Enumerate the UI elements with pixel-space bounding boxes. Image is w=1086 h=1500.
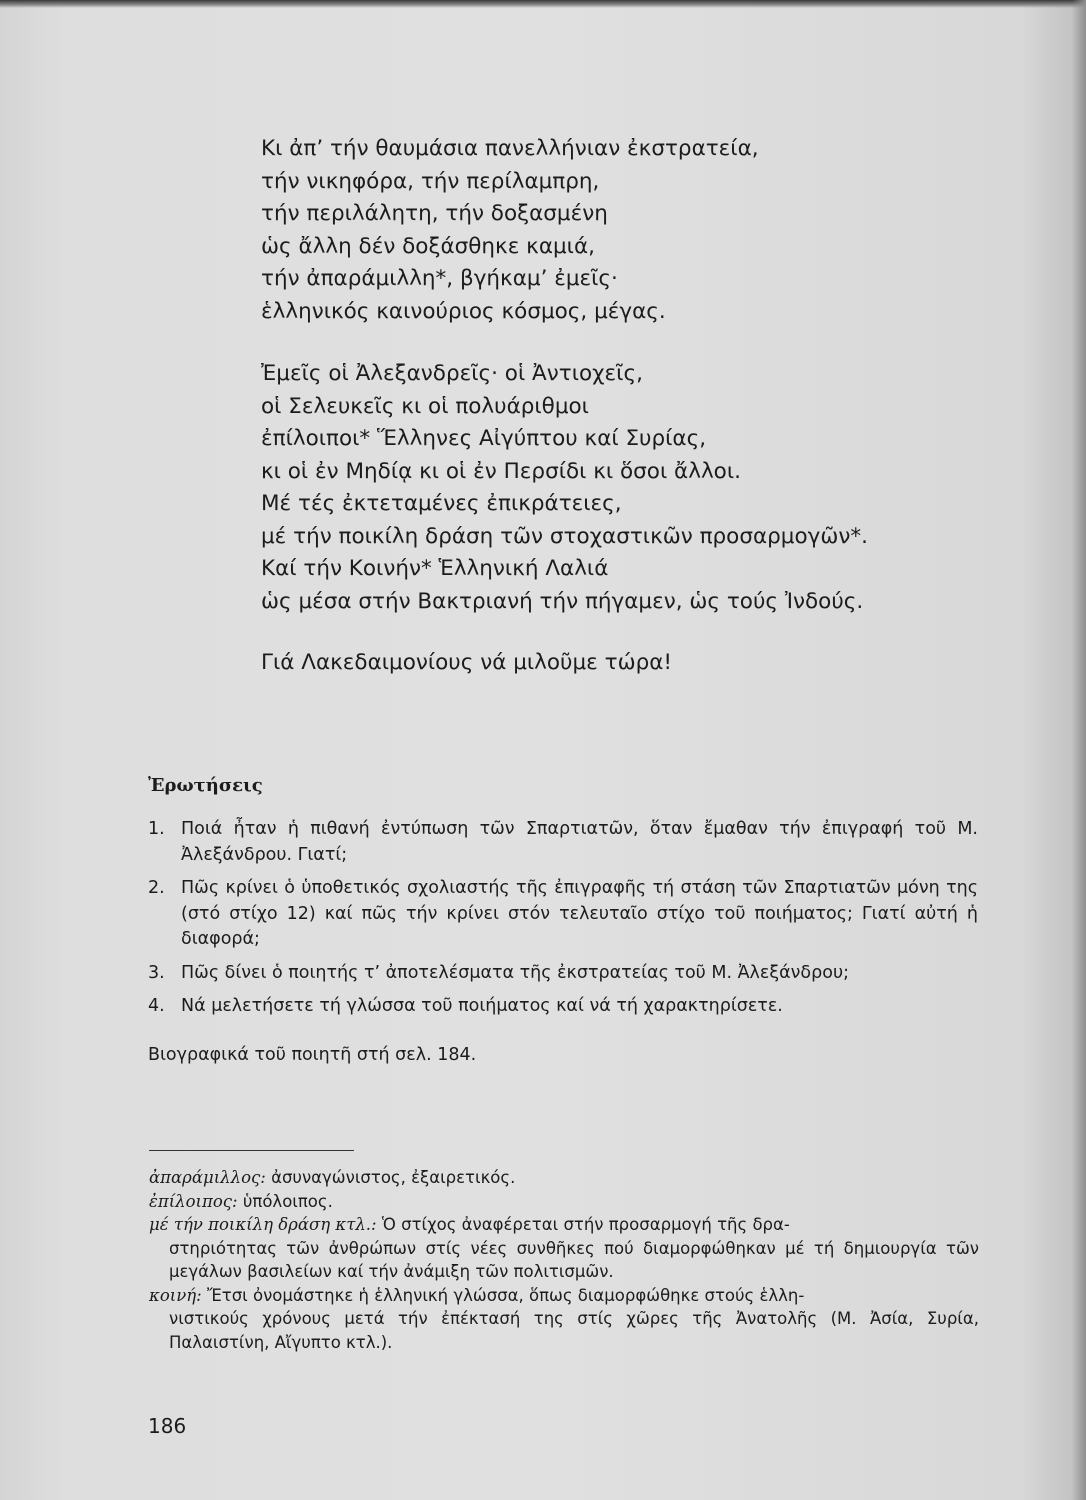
poem-line: ὡς ἄλλη δέν δοξάσθηκε καμιά, [261,233,595,259]
poem-line: μέ τήν ποικίλη δράση τῶν στοχαστικῶν προσαρμογῶν*. [261,523,868,549]
questions-heading: Ἐρωτήσεις [148,775,263,796]
poem-line: τήν ἀπαράμιλλη*, βγήκαμ’ ἐμεῖς· [261,266,618,291]
footnote-continuation: στηριότητας τῶν ἀνθρώπων στίς νέες συνθῆκες πού διαμορφώθηκαν μέ τή δημιουργία τῶν μεγάλων βασιλείων καί τήν ἀνάμιξη τῶν πολιτισμῶν. [169,1238,979,1281]
poem-text [261,133,981,680]
footnote-term: κοινή: [149,1285,202,1305]
biography-reference: Βιογραφικά τοῦ ποιητῆ στή σελ. 184. [148,1045,477,1065]
question-number: 3. [148,962,165,983]
poem-line: οἱ Σελευκεῖς κι οἱ πολυάριθμοι [261,393,589,419]
poem-line: Γιά Λακεδαιμονίους νά μιλοῦμε τώρα! [261,650,673,675]
question-number: 4. [148,996,165,1016]
footnote-term: μέ τήν ποικίλη δράση κτλ.: [149,1215,377,1234]
poem-line: κι οἱ ἐν Μηδίᾳ κι οἱ ἐν Περσίδι κι ὅσοι ἄλλοι. [261,458,741,484]
poem-line: Ἐμεῖς οἱ Ἀλεξανδρεῖς· οἱ Ἀντιοχεῖς, [261,361,643,386]
footnote-text: ὑπόλοιπος. [237,1191,333,1211]
question-number: 1. [148,819,165,839]
footnote-text: Ὁ στίχος ἀναφέρεται στήν προσαρμογή τῆς δρα- [376,1215,790,1234]
footnote-term: ἐπίλοιπος: [149,1191,238,1211]
poem-line: Κι ἀπ’ τήν θαυμάσια πανελλήνιαν ἐκστρατεία, [261,136,759,161]
footnote-continuation: νιστικούς χρόνους μετά τήν ἐπέκτασή της στίς χῶρες τῆς Ἀνατολῆς (Μ. Ἀσία, Συρία, Παλαιστίνη, Αἴγυπτο κτλ.). [169,1309,979,1352]
scan-right-edge [1072,0,1086,1500]
poem-line: Καί τήν Κοινήν* Ἑλληνική Λαλιά [261,556,609,581]
footnote [149,1213,979,1284]
footnote-text: ἀσυναγώνιστος, ἐξαιρετικός. [265,1168,516,1187]
poem-line: τήν περιλάλητη, τήν δοξασμένη [261,201,608,226]
question-item [148,817,978,868]
poem-line: ἐπίλοιποι* Ἕλληνες Αἰγύπτου καί Συρίας, [261,426,707,451]
poem-line: ἑλληνικός καινούριος κόσμος, μέγας. [261,298,666,324]
page-number: 186 [148,1414,187,1438]
footnote [149,1166,979,1190]
footnote-term: ἀπαράμιλλος: [149,1168,266,1187]
poem-line: Μέ τές ἐκτεταμένες ἐπικράτειες, [261,491,622,516]
question-item [148,876,978,953]
footnote-divider [149,1150,354,1151]
footnote-text: Ἔτσι ὀνομάστηκε ἡ ἑλληνική γλώσσα, ὅπως διαμορφώθηκε στούς ἑλλη- [201,1285,805,1305]
question-text: Ποιά ἦταν ἡ πιθανή ἐντύπωση τῶν Σπαρτιατῶν, ὅταν ἔμαθαν τήν ἐπιγραφή τοῦ Μ. Ἀλεξάνδρου. Γιατί; [181,819,978,865]
question-item [148,994,978,1020]
footnote [149,1190,979,1214]
question-text: Πῶς κρίνει ὁ ὑποθετικός σχολιαστής τῆς ἐπιγραφῆς τή στάση τῶν Σπαρτιατῶν μόνη της (στό στίχο 12) καί πῶς τήν κρίνει στόν τελευταῖο στίχο τοῦ ποιήματος; Γιατί αὐτή ἡ διαφορά; [181,878,978,949]
question-item [148,961,978,987]
footnotes [149,1166,979,1354]
footnote [149,1284,979,1355]
poem-line: ὡς μέσα στήν Βακτριανή τήν πήγαμεν, ὡς τούς Ἰνδούς. [261,588,864,614]
question-number: 2. [148,878,165,898]
poem-line: τήν νικηφόρα, τήν περίλαμπρη, [261,168,600,194]
scan-top-edge [0,0,1086,8]
questions-list [148,817,978,1028]
question-text: Πῶς δίνει ὁ ποιητής τ’ ἀποτελέσματα τῆς ἐκστρατείας τοῦ Μ. Ἀλεξάνδρου; [181,962,849,983]
question-text: Νά μελετήσετε τή γλώσσα τοῦ ποιήματος καί νά τή χαρακτηρίσετε. [181,996,783,1016]
